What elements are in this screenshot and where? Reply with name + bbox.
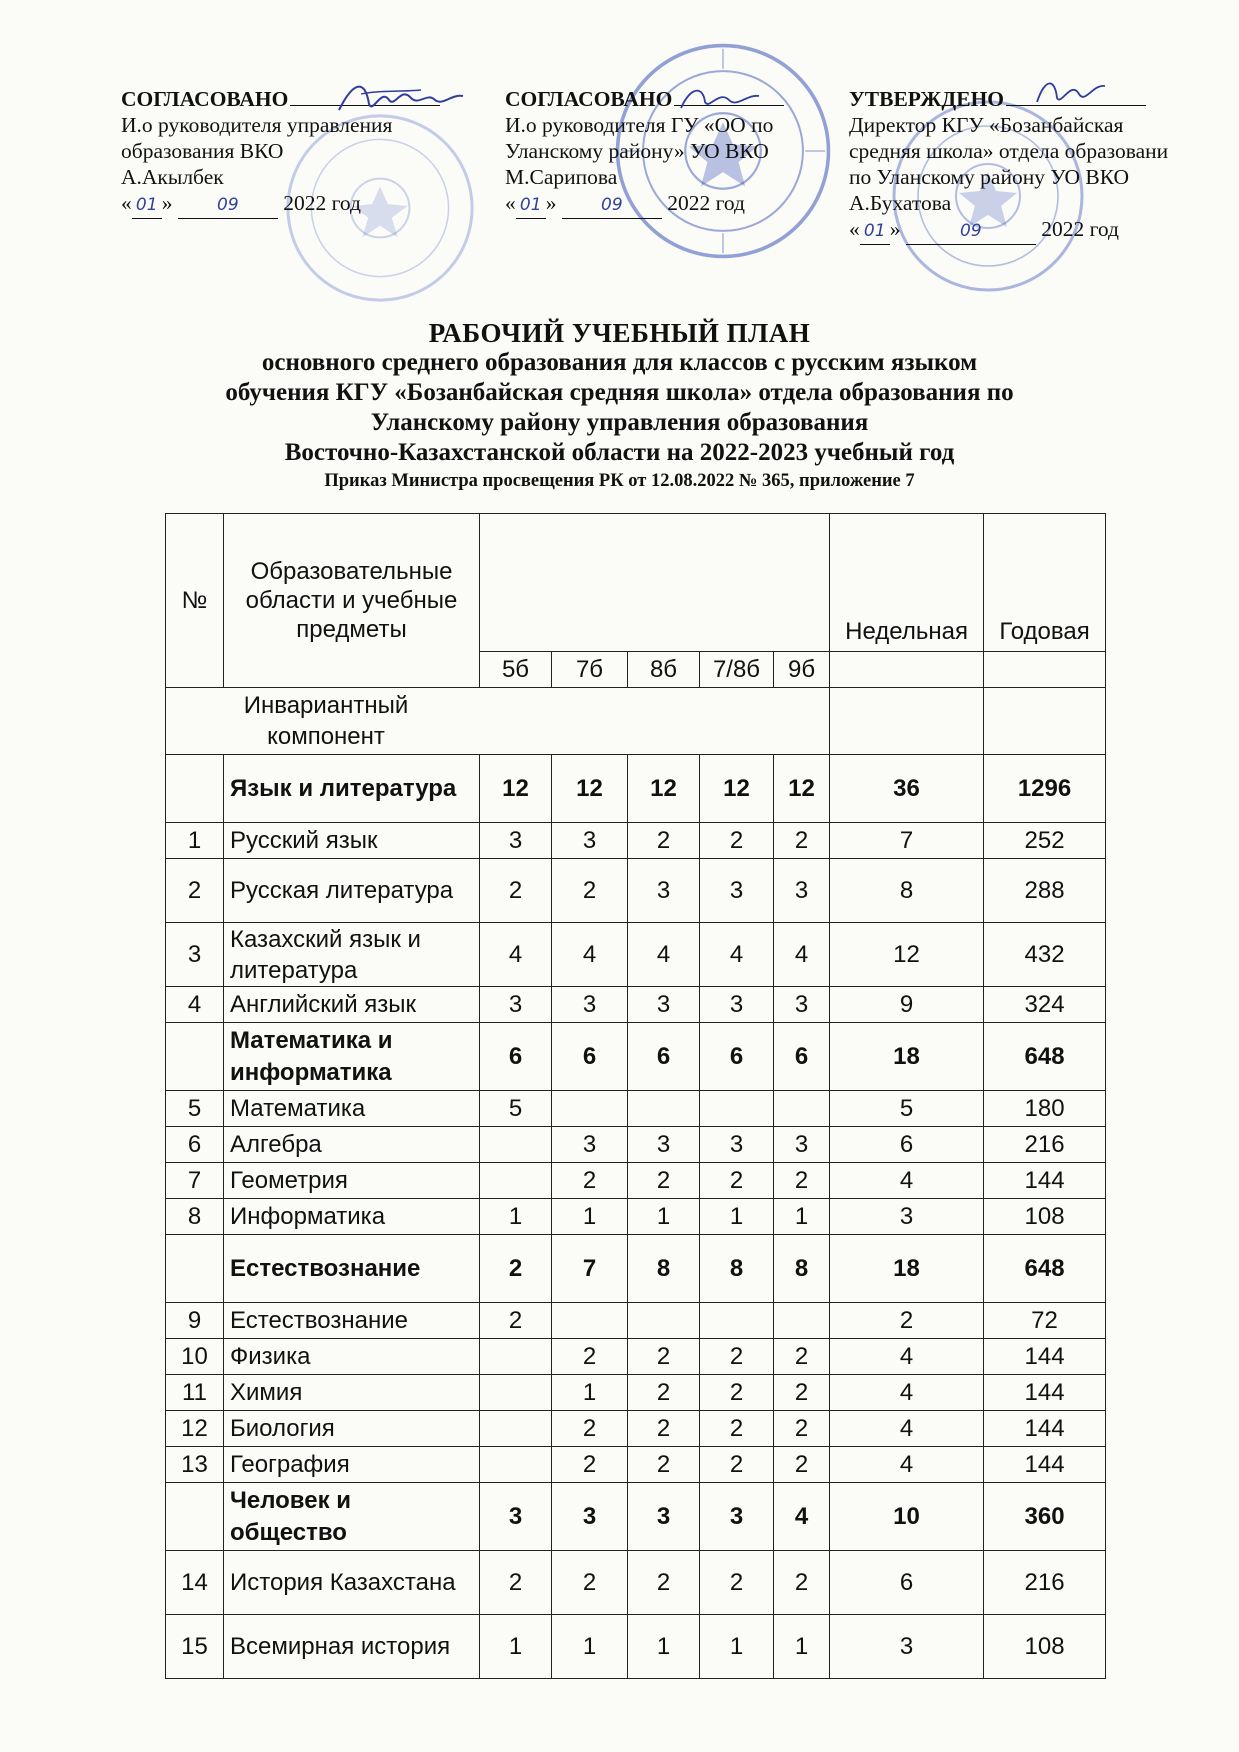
weekly-total: 10	[830, 1483, 984, 1551]
header-empty	[830, 652, 984, 688]
row-number	[166, 1483, 224, 1551]
approval-line: А.Бухатова	[849, 191, 952, 215]
header-empty	[984, 652, 1106, 688]
class-hours: 2	[774, 1375, 830, 1411]
subject-name: Естествознание	[224, 1303, 480, 1339]
approval-heading: СОГЛАСОВАНО	[121, 86, 481, 112]
subject-name: Английский язык	[224, 987, 480, 1023]
annual-total: 648	[984, 1023, 1106, 1091]
subject-row	[166, 1339, 1106, 1375]
class-hours: 8	[700, 1235, 774, 1303]
class-hours: 1	[774, 1199, 830, 1235]
weekly-total: 7	[830, 823, 984, 859]
class-hours: 2	[628, 1163, 700, 1199]
row-number: 12	[166, 1411, 224, 1447]
class-hours: 2	[700, 823, 774, 859]
subject-row	[166, 987, 1106, 1023]
subject-name: Казахский язык и литература	[224, 923, 480, 987]
class-hours: 2	[552, 1551, 628, 1615]
class-hours: 2	[774, 1551, 830, 1615]
row-number: 15	[166, 1615, 224, 1679]
class-hours	[700, 1091, 774, 1127]
class-hours: 8	[774, 1235, 830, 1303]
class-hours: 3	[628, 859, 700, 923]
class-hours: 2	[552, 1339, 628, 1375]
class-hours: 3	[628, 1483, 700, 1551]
class-hours: 2	[700, 1411, 774, 1447]
approval-date: « 01 » 09 2022 год	[505, 190, 835, 219]
class-hours: 1	[552, 1615, 628, 1679]
subject-name: История Казахстана	[224, 1551, 480, 1615]
class-hours: 4	[774, 923, 830, 987]
approval-date: « 01 » 09 2022 год	[121, 190, 481, 219]
class-hours	[480, 1339, 552, 1375]
approval-heading: УТВЕРЖДЕНО	[849, 86, 1239, 112]
header-annual: Годовая	[984, 514, 1106, 652]
class-hours: 2	[480, 1303, 552, 1339]
group-row	[166, 1483, 1106, 1551]
group-row	[166, 755, 1106, 823]
class-hours	[628, 1303, 700, 1339]
class-hours: 12	[774, 755, 830, 823]
class-hours: 4	[628, 923, 700, 987]
row-number: 2	[166, 859, 224, 923]
class-hours: 3	[774, 859, 830, 923]
class-hours: 2	[480, 859, 552, 923]
class-hours: 2	[480, 1551, 552, 1615]
group-name: Язык и литература	[224, 755, 480, 823]
subject-name: Геометрия	[224, 1163, 480, 1199]
weekly-total: 36	[830, 755, 984, 823]
approval-line: М.Сарипова	[505, 165, 618, 189]
weekly-total: 4	[830, 1411, 984, 1447]
class-hours: 1	[628, 1615, 700, 1679]
class-hours	[552, 1091, 628, 1127]
class-hours	[480, 1163, 552, 1199]
class-hours: 2	[628, 823, 700, 859]
subject-name: Биология	[224, 1411, 480, 1447]
row-number: 14	[166, 1551, 224, 1615]
class-hours: 2	[552, 1411, 628, 1447]
class-hours: 3	[774, 987, 830, 1023]
annual-total: 144	[984, 1411, 1106, 1447]
class-hours: 1	[774, 1615, 830, 1679]
class-hours: 3	[552, 987, 628, 1023]
approval-block-regional	[121, 86, 481, 219]
approval-line: Директор КГУ «Бозанбайская	[849, 113, 1124, 137]
class-hours: 4	[774, 1483, 830, 1551]
class-hours: 3	[700, 859, 774, 923]
weekly-total: 4	[830, 1375, 984, 1411]
annual-total: 252	[984, 823, 1106, 859]
weekly-total: 9	[830, 987, 984, 1023]
annual-total: 648	[984, 1235, 1106, 1303]
document-title: РАБОЧИЙ УЧЕБНЫЙ ПЛАН	[428, 318, 811, 348]
class-hours: 4	[552, 923, 628, 987]
row-number: 6	[166, 1127, 224, 1163]
weekly-total: 6	[830, 1127, 984, 1163]
approval-heading: СОГЛАСОВАНО	[505, 86, 835, 112]
signature-mark	[675, 80, 765, 114]
row-number: 11	[166, 1375, 224, 1411]
class-hours: 2	[700, 1375, 774, 1411]
annual-total: 288	[984, 859, 1106, 923]
row-number: 9	[166, 1303, 224, 1339]
class-hours: 2	[628, 1551, 700, 1615]
class-hours: 2	[552, 1163, 628, 1199]
weekly-total: 3	[830, 1615, 984, 1679]
approval-line: средняя школа» отдела образовани	[849, 139, 1169, 163]
class-hours: 2	[552, 1447, 628, 1483]
approval-block-director	[849, 86, 1239, 245]
class-hours	[480, 1127, 552, 1163]
class-hours: 3	[700, 1483, 774, 1551]
weekly-total: 4	[830, 1447, 984, 1483]
class-hours	[480, 1411, 552, 1447]
class-hours: 2	[774, 823, 830, 859]
class-hours: 1	[700, 1199, 774, 1235]
approval-line: образования ВКО	[121, 139, 284, 163]
title-line: обучения КГУ «Бозанбайская средняя школа» отдела образования по	[225, 379, 1014, 406]
annual-total: 144	[984, 1447, 1106, 1483]
approval-line: по Уланскому району УО ВКО	[849, 165, 1130, 189]
class-hours: 3	[480, 1483, 552, 1551]
subject-row	[166, 1375, 1106, 1411]
header-num: №	[166, 514, 224, 688]
approval-date: « 01 » 09 2022 год	[849, 216, 1239, 245]
subject-name: Алгебра	[224, 1127, 480, 1163]
subject-row	[166, 1447, 1106, 1483]
class-hours: 2	[480, 1235, 552, 1303]
signature-mark	[331, 74, 471, 120]
weekly-total: 4	[830, 1339, 984, 1375]
weekly-total: 3	[830, 1199, 984, 1235]
header-class: 7б	[552, 652, 628, 688]
row-number: 8	[166, 1199, 224, 1235]
row-number	[166, 1023, 224, 1091]
subject-name: Информатика	[224, 1199, 480, 1235]
title-line: Уланскому району управления образования	[370, 409, 869, 436]
class-hours	[774, 1303, 830, 1339]
class-hours: 12	[628, 755, 700, 823]
class-hours: 2	[774, 1339, 830, 1375]
header-class: 7/8б	[700, 652, 774, 688]
header-class: 5б	[480, 652, 552, 688]
subject-row	[166, 923, 1106, 987]
subject-row	[166, 1411, 1106, 1447]
class-hours: 2	[552, 859, 628, 923]
class-hours: 2	[700, 1447, 774, 1483]
class-hours: 1	[552, 1375, 628, 1411]
class-hours: 6	[628, 1023, 700, 1091]
approval-line: А.Акылбек	[121, 165, 224, 189]
table-body	[166, 688, 1106, 1679]
subject-name: Русская литература	[224, 859, 480, 923]
annual-total: 108	[984, 1199, 1106, 1235]
annual-total: 216	[984, 1551, 1106, 1615]
curriculum-table	[165, 513, 1106, 1679]
row-number: 4	[166, 987, 224, 1023]
document-title-block	[0, 318, 1239, 492]
approval-line: И.о руководителя управления	[121, 113, 393, 137]
group-row	[166, 1023, 1106, 1091]
subject-name: Математика	[224, 1091, 480, 1127]
class-hours: 2	[628, 1375, 700, 1411]
weekly-total: 6	[830, 1551, 984, 1615]
class-hours: 3	[700, 1127, 774, 1163]
annual-total: 360	[984, 1483, 1106, 1551]
row-number: 3	[166, 923, 224, 987]
class-hours: 12	[480, 755, 552, 823]
section-empty	[830, 688, 984, 755]
weekly-total: 18	[830, 1023, 984, 1091]
group-name: Математика и информатика	[224, 1023, 480, 1091]
row-number: 1	[166, 823, 224, 859]
class-hours: 2	[628, 1411, 700, 1447]
class-hours: 3	[628, 987, 700, 1023]
annual-total: 432	[984, 923, 1106, 987]
row-number: 10	[166, 1339, 224, 1375]
class-hours: 2	[774, 1447, 830, 1483]
class-hours: 4	[700, 923, 774, 987]
annual-total: 72	[984, 1303, 1106, 1339]
subject-row	[166, 1127, 1106, 1163]
weekly-total: 2	[830, 1303, 984, 1339]
annual-total: 108	[984, 1615, 1106, 1679]
class-hours	[700, 1303, 774, 1339]
class-hours: 3	[552, 1483, 628, 1551]
header-subject: Образовательные области и учебные предметы	[224, 514, 480, 688]
order-reference: Приказ Министра просвещения РК от 12.08.2022 № 365, приложение 7	[324, 471, 915, 491]
group-name: Человек и общество	[224, 1483, 480, 1551]
approval-line: Уланскому району» УО ВКО	[505, 139, 769, 163]
row-number: 5	[166, 1091, 224, 1127]
subject-name: Русский язык	[224, 823, 480, 859]
class-hours	[774, 1091, 830, 1127]
weekly-total: 18	[830, 1235, 984, 1303]
class-hours: 1	[480, 1199, 552, 1235]
subject-row	[166, 1199, 1106, 1235]
subject-row	[166, 1303, 1106, 1339]
class-hours: 7	[552, 1235, 628, 1303]
title-line: основного среднего образования для классов с русским языком	[261, 349, 978, 376]
header-class: 9б	[774, 652, 830, 688]
subject-name: География	[224, 1447, 480, 1483]
annual-total: 144	[984, 1339, 1106, 1375]
group-row	[166, 1235, 1106, 1303]
weekly-total: 8	[830, 859, 984, 923]
class-hours	[628, 1091, 700, 1127]
class-hours: 1	[628, 1199, 700, 1235]
class-hours: 6	[552, 1023, 628, 1091]
subject-name: Химия	[224, 1375, 480, 1411]
class-hours: 2	[774, 1163, 830, 1199]
section-label: Инвариантный компонент	[166, 688, 830, 755]
class-hours: 2	[700, 1551, 774, 1615]
subject-row	[166, 823, 1106, 859]
approval-line: И.о руководителя ГУ «ОО по	[505, 113, 774, 137]
subject-row	[166, 1091, 1106, 1127]
subject-name: Физика	[224, 1339, 480, 1375]
class-hours	[480, 1375, 552, 1411]
class-hours	[480, 1447, 552, 1483]
class-hours: 1	[700, 1615, 774, 1679]
class-hours: 2	[774, 1411, 830, 1447]
class-hours: 3	[700, 987, 774, 1023]
annual-total: 144	[984, 1375, 1106, 1411]
signature-mark	[1031, 72, 1111, 112]
subject-name: Всемирная история	[224, 1615, 480, 1679]
annual-total: 324	[984, 987, 1106, 1023]
weekly-total: 12	[830, 923, 984, 987]
subject-row	[166, 1163, 1106, 1199]
class-hours: 6	[480, 1023, 552, 1091]
header-classes-span	[480, 514, 830, 652]
row-number: 13	[166, 1447, 224, 1483]
section-empty	[984, 688, 1106, 755]
class-hours: 3	[552, 1127, 628, 1163]
class-hours: 1	[480, 1615, 552, 1679]
class-hours: 2	[700, 1339, 774, 1375]
annual-total: 180	[984, 1091, 1106, 1127]
group-name: Естествознание	[224, 1235, 480, 1303]
approval-block-district	[505, 86, 835, 219]
class-hours: 8	[628, 1235, 700, 1303]
class-hours	[552, 1303, 628, 1339]
weekly-total: 4	[830, 1163, 984, 1199]
class-hours: 6	[700, 1023, 774, 1091]
row-number	[166, 755, 224, 823]
subject-row	[166, 859, 1106, 923]
annual-total: 144	[984, 1163, 1106, 1199]
class-hours: 4	[480, 923, 552, 987]
class-hours: 6	[774, 1023, 830, 1091]
class-hours: 2	[700, 1163, 774, 1199]
table-header-row	[166, 514, 1106, 652]
subject-row	[166, 1615, 1106, 1679]
class-hours: 3	[480, 823, 552, 859]
class-hours: 2	[628, 1447, 700, 1483]
class-hours: 3	[480, 987, 552, 1023]
class-hours: 5	[480, 1091, 552, 1127]
row-number	[166, 1235, 224, 1303]
class-hours: 12	[700, 755, 774, 823]
header-class: 8б	[628, 652, 700, 688]
class-hours: 1	[552, 1199, 628, 1235]
row-number: 7	[166, 1163, 224, 1199]
class-hours: 3	[628, 1127, 700, 1163]
class-hours: 12	[552, 755, 628, 823]
annual-total: 1296	[984, 755, 1106, 823]
class-hours: 3	[552, 823, 628, 859]
section-row	[166, 688, 1106, 755]
header-weekly: Недельная	[830, 514, 984, 652]
subject-row	[166, 1551, 1106, 1615]
title-line: Восточно-Казахстанской области на 2022-2023 учебный год	[284, 439, 955, 466]
class-hours: 3	[774, 1127, 830, 1163]
annual-total: 216	[984, 1127, 1106, 1163]
class-hours: 2	[628, 1339, 700, 1375]
weekly-total: 5	[830, 1091, 984, 1127]
